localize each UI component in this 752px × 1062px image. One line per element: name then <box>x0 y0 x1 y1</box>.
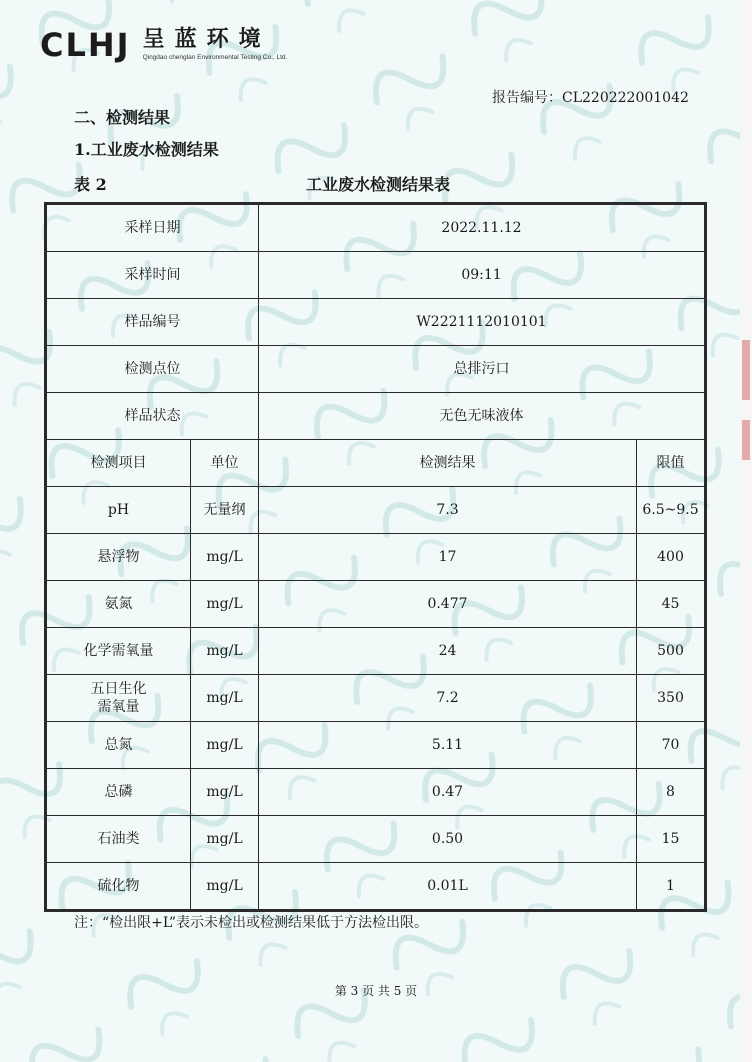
info-row <box>47 393 705 440</box>
cell-result: 5.11 <box>259 722 637 769</box>
column-header-limit: 限值 <box>637 440 705 487</box>
table-row <box>47 534 705 581</box>
cell-limit: 15 <box>637 816 705 863</box>
cell-item: 五日生化 需氧量 <box>47 675 191 722</box>
info-row <box>47 299 705 346</box>
info-value: 总排污口 <box>259 346 705 393</box>
cell-limit: 350 <box>637 675 705 722</box>
report-number: 报告编号：CL220222001042 <box>492 90 689 106</box>
cell-item: 总磷 <box>47 769 191 816</box>
table-row <box>47 675 705 722</box>
cell-unit: mg/L <box>191 816 259 863</box>
table-row <box>47 769 705 816</box>
table-row <box>47 581 705 628</box>
column-header-result: 检测结果 <box>259 440 637 487</box>
cell-item: 硫化物 <box>47 863 191 910</box>
results-table <box>46 204 705 910</box>
table-number: 表 2 <box>74 175 107 194</box>
table-row <box>47 816 705 863</box>
cell-result: 17 <box>259 534 637 581</box>
cell-limit: 500 <box>637 628 705 675</box>
cell-unit: mg/L <box>191 628 259 675</box>
cell-unit: mg/L <box>191 534 259 581</box>
section-heading: 二、检测结果 <box>74 108 171 127</box>
info-row <box>47 205 705 252</box>
cell-unit: mg/L <box>191 581 259 628</box>
cell-unit: mg/L <box>191 675 259 722</box>
cell-unit: 无量纲 <box>191 487 259 534</box>
seal-edge-mark <box>742 340 750 400</box>
logo-english-name: Qingdao chenglan Environmental Testing Co., Ltd. <box>142 54 288 61</box>
column-header-row <box>47 440 705 487</box>
cell-item: 石油类 <box>47 816 191 863</box>
cell-limit: 45 <box>637 581 705 628</box>
cell-item: 悬浮物 <box>47 534 191 581</box>
cell-limit: 1 <box>637 863 705 910</box>
table-row <box>47 487 705 534</box>
info-value: 无色无味液体 <box>259 393 705 440</box>
page-edge <box>740 0 752 1062</box>
info-label: 样品编号 <box>47 299 259 346</box>
column-header-unit: 单位 <box>191 440 259 487</box>
cell-item: 氨氮 <box>47 581 191 628</box>
column-header-item: 检测项目 <box>47 440 191 487</box>
cell-unit: mg/L <box>191 722 259 769</box>
footnote: 注：“检出限+L”表示未检出或检测结果低于方法检出限。 <box>74 915 428 931</box>
logo-chinese-name: 呈蓝环境 <box>142 27 271 52</box>
table-row <box>47 722 705 769</box>
cell-result: 0.01L <box>259 863 637 910</box>
cell-item: 总氮 <box>47 722 191 769</box>
company-logo <box>40 28 287 62</box>
cell-limit: 400 <box>637 534 705 581</box>
info-value: W2221112010101 <box>259 299 705 346</box>
cell-item: 化学需氧量 <box>47 628 191 675</box>
cell-unit: mg/L <box>191 863 259 910</box>
cell-result: 0.47 <box>259 769 637 816</box>
table-row <box>47 863 705 910</box>
info-value: 09:11 <box>259 252 705 299</box>
cell-result: 7.2 <box>259 675 637 722</box>
logo-mark: CLHJ <box>40 26 131 64</box>
info-label: 样品状态 <box>47 393 259 440</box>
info-value: 2022.11.12 <box>259 205 705 252</box>
table-row <box>47 628 705 675</box>
info-row <box>47 252 705 299</box>
cell-item: pH <box>47 487 191 534</box>
cell-result: 7.3 <box>259 487 637 534</box>
cell-result: 0.50 <box>259 816 637 863</box>
cell-limit: 8 <box>637 769 705 816</box>
page-number: 第 3 页 共 5 页 <box>334 984 418 998</box>
subsection-heading: 1.工业废水检测结果 <box>74 140 219 159</box>
info-label: 检测点位 <box>47 346 259 393</box>
cell-limit: 70 <box>637 722 705 769</box>
seal-edge-mark <box>742 420 750 460</box>
cell-unit: mg/L <box>191 769 259 816</box>
info-label: 采样日期 <box>47 205 259 252</box>
table-title: 工业废水检测结果表 <box>306 175 451 194</box>
cell-result: 24 <box>259 628 637 675</box>
info-row <box>47 346 705 393</box>
cell-limit: 6.5~9.5 <box>637 487 705 534</box>
info-label: 采样时间 <box>47 252 259 299</box>
cell-result: 0.477 <box>259 581 637 628</box>
